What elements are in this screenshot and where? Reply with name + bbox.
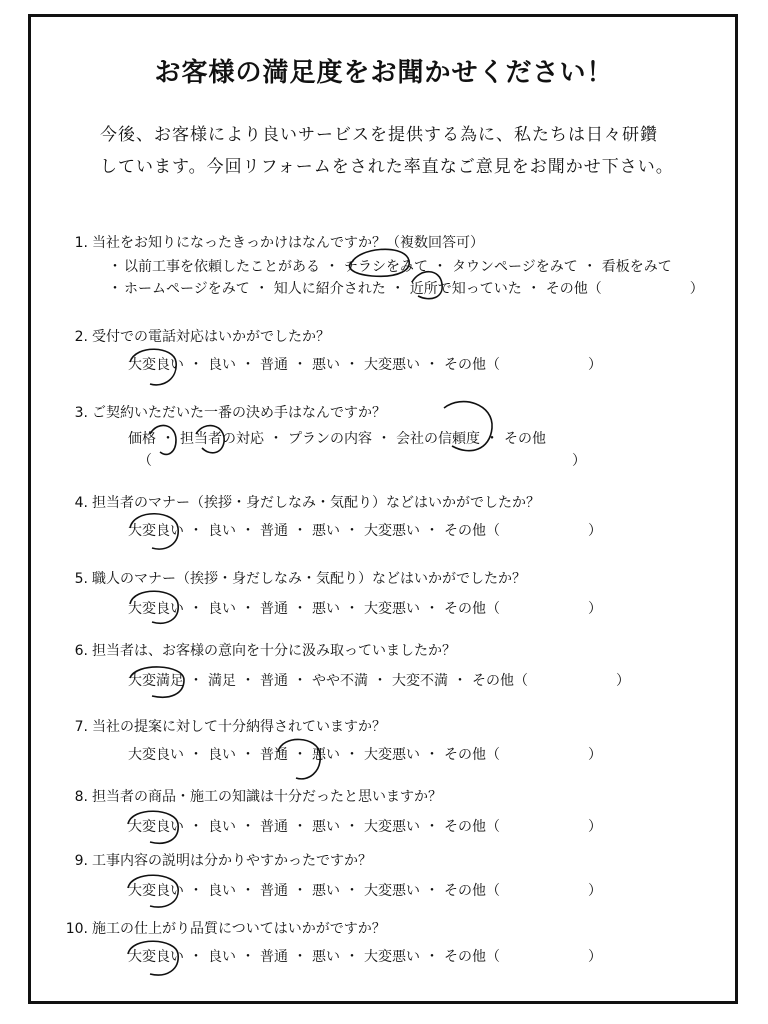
question-number: 1. [74,235,88,251]
q5-options: 大変良い ・ 良い ・ 普通 ・ 悪い ・ 大変悪い ・ その他（ ） [128,598,602,618]
question-9: 9. 工事内容の説明は分かりやすかったですか？ [74,853,372,869]
q10-options: 大変良い ・ 良い ・ 普通 ・ 悪い ・ 大変悪い ・ その他（ ） [128,946,602,966]
option-average[interactable]: 普通 [260,673,288,689]
option-bad[interactable]: 悪い [312,747,340,763]
option-somewhat-dissatisfied[interactable]: やや不満 [312,673,368,689]
option-good[interactable]: 良い [208,819,236,835]
option-other[interactable]: その他（ [444,523,500,539]
option-bad[interactable]: 悪い [312,357,340,373]
option-very-bad[interactable]: 大変悪い [364,601,420,617]
q1-options-line-1: ・ 以前工事を依頼したことがある ・ チラシをみて ・ タウンページをみて ・ 看板をみて [108,256,672,276]
option-very-bad[interactable]: 大変悪い [364,523,420,539]
q6-options: 大変満足 ・ 満足 ・ 普通 ・ やや不満 ・ 大変不満 ・ その他（ ） [128,670,630,690]
question-8: 8. 担当者の商品・施工の知識は十分だったと思いますか？ [74,789,442,805]
option-other[interactable]: その他（ [444,883,500,899]
option-good[interactable]: 良い [208,601,236,617]
option-other[interactable]: その他（ [444,601,500,617]
option-plan-content[interactable]: プランの内容 [288,431,372,447]
option-bad[interactable]: 悪い [312,949,340,965]
option-very-good[interactable]: 大変良い [128,601,184,617]
option-average[interactable]: 普通 [260,819,288,835]
option-signboard[interactable]: 看板をみて [601,259,672,275]
option-good[interactable]: 良い [208,523,236,539]
option-other[interactable]: その他（ [472,673,528,689]
option-very-satisfied[interactable]: 大変満足 [128,673,184,689]
option-average[interactable]: 普通 [260,949,288,965]
question-2: 2. 受付での電話対応はいかがでしたか？ [74,329,330,345]
option-other[interactable]: その他（ [444,357,500,373]
option-very-good[interactable]: 大変良い [128,357,184,373]
question-1 [62,232,484,252]
option-town-page[interactable]: タウンページをみて [452,259,578,275]
q9-options: 大変良い ・ 良い ・ 普通 ・ 悪い ・ 大変悪い ・ その他（ ） [128,880,602,900]
option-bad[interactable]: 悪い [312,523,340,539]
q7-options: 大変良い ・ 良い ・ 普通 ・ 悪い ・ 大変悪い ・ その他（ ） [128,744,602,764]
option-average[interactable]: 普通 [260,601,288,617]
option-average[interactable]: 普通 [260,883,288,899]
option-very-bad[interactable]: 大変悪い [364,747,420,763]
option-satisfied[interactable]: 満足 [208,673,236,689]
option-very-bad[interactable]: 大変悪い [364,819,420,835]
option-price[interactable]: 価格 [128,431,156,447]
option-bad[interactable]: 悪い [312,819,340,835]
option-average[interactable]: 普通 [260,747,288,763]
q2-options: 大変良い ・ 良い ・ 普通 ・ 悪い ・ 大変悪い ・ その他（ ） [128,354,602,374]
question-7: 7. 当社の提案に対して十分納得されていますか？ [74,719,386,735]
option-very-good[interactable]: 大変良い [128,949,184,965]
q4-options: 大変良い ・ 良い ・ 普通 ・ 悪い ・ 大変悪い ・ その他（ ） [128,520,602,540]
option-very-good[interactable]: 大変良い [128,523,184,539]
option-very-good[interactable]: 大変良い [128,819,184,835]
option-homepage[interactable]: ホームページをみて [124,281,250,297]
option-very-dissatisfied[interactable]: 大変不満 [392,673,448,689]
question-10: 10. 施工の仕上がり品質についてはいかがですか？ [65,921,386,937]
option-other[interactable]: その他（ [444,949,500,965]
option-very-bad[interactable]: 大変悪い [364,949,420,965]
option-other[interactable]: その他 [504,431,546,447]
question-text: 当社をお知りになったきっかけはなんですか？（複数回答可） [92,235,484,251]
q8-options: 大変良い ・ 良い ・ 普通 ・ 悪い ・ 大変悪い ・ その他（ ） [128,816,602,836]
q3-other-field[interactable]: （ ） [138,453,586,469]
intro-line-2: しています。今回リフォームをされた率直なご意見をお聞かせ下さい。 [100,157,674,177]
option-very-good[interactable]: 大変良い [128,883,184,899]
question-6: 6. 担当者は、お客様の意向を十分に汲み取っていましたか？ [74,643,456,659]
option-good[interactable]: 良い [208,357,236,373]
option-very-bad[interactable]: 大変悪い [364,357,420,373]
question-3: 3. ご契約いただいた一番の決め手はなんですか？ [74,405,386,421]
question-4: 4. 担当者のマナー（挨拶・身だしなみ・気配り）などはいかがでしたか？ [74,495,540,511]
option-referral-previous-work[interactable]: 以前工事を依頼したことがある [124,259,320,275]
option-very-good[interactable]: 大変良い [128,747,184,763]
option-other[interactable]: その他（ [444,747,500,763]
option-good[interactable]: 良い [208,883,236,899]
q1-options-line-2: ・ ホームページをみて ・ 知人に紹介された ・ 近所で知っていた ・ その他（ ） [108,278,704,298]
intro-line-1: 今後、お客様により良いサービスを提供する為に、私たちは日々研鑽 [100,125,658,145]
option-average[interactable]: 普通 [260,357,288,373]
q3-options: 価格 ・ 担当者の対応 ・ プランの内容 ・ 会社の信頼度 ・ その他 [128,428,546,448]
option-flyer[interactable]: チラシをみて [344,259,428,275]
option-good[interactable]: 良い [208,949,236,965]
option-other[interactable]: その他（ [545,281,602,297]
option-very-bad[interactable]: 大変悪い [364,883,420,899]
option-staff-response[interactable]: 担当者の対応 [180,431,264,447]
option-acquaintance[interactable]: 知人に紹介された [273,281,386,297]
option-average[interactable]: 普通 [260,523,288,539]
question-5: 5. 職人のマナー（挨拶・身だしなみ・気配り）などはいかがでしたか？ [74,571,526,587]
survey-title: お客様の満足度をお聞かせください！ [154,58,614,88]
option-company-trust[interactable]: 会社の信頼度 [396,431,480,447]
option-other[interactable]: その他（ [444,819,500,835]
option-good[interactable]: 良い [208,747,236,763]
option-bad[interactable]: 悪い [312,601,340,617]
option-neighborhood[interactable]: 近所で知っていた [409,281,522,297]
option-bad[interactable]: 悪い [312,883,340,899]
